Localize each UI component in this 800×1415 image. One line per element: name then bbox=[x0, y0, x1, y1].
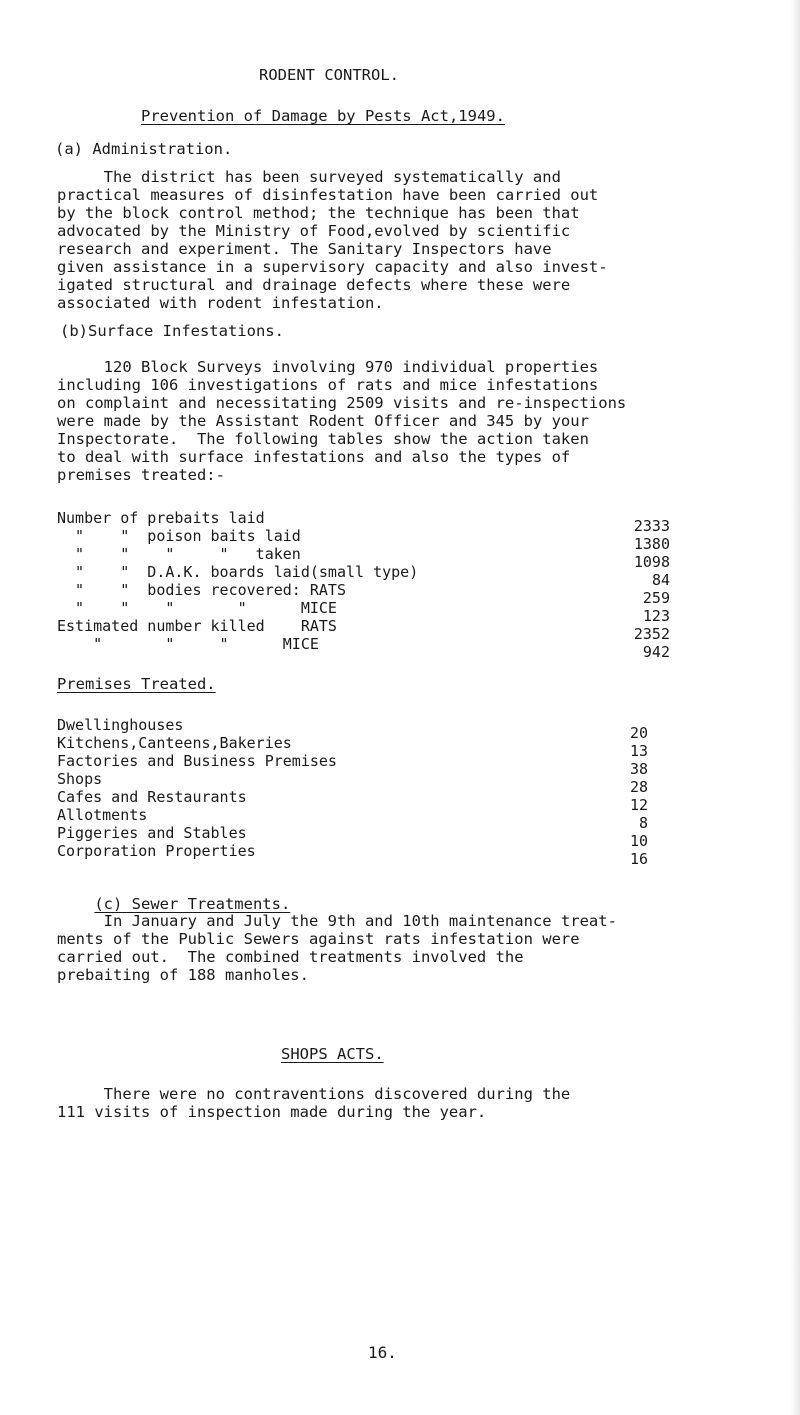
stats-value: 123 bbox=[642, 607, 670, 625]
stats-label: " " poison baits laid bbox=[57, 527, 301, 545]
page-number: 16. bbox=[368, 1343, 397, 1362]
stats-label: " " D.A.K. boards laid(small type) bbox=[57, 563, 419, 581]
paragraph-line: 111 visits of inspection made during the year. bbox=[57, 1103, 487, 1121]
paragraph-line: premises treated:- bbox=[57, 466, 225, 484]
paragraph-line: including 106 investigations of rats and mice infestations bbox=[57, 376, 599, 394]
paragraph-line: In January and July the 9th and 10th maintenance treat- bbox=[57, 912, 617, 930]
stats-label: " " " " taken bbox=[57, 545, 301, 563]
premises-label: Shops bbox=[57, 770, 103, 788]
premises-value: 13 bbox=[629, 742, 648, 760]
premises-value: 20 bbox=[629, 724, 648, 742]
act-heading: Prevention of Damage by Pests Act,1949. bbox=[141, 107, 505, 125]
stats-value: 84 bbox=[651, 571, 670, 589]
paragraph-line: to deal with surface infestations and also the types of bbox=[57, 448, 571, 466]
premises-label: Kitchens,Canteens,Bakeries bbox=[57, 734, 292, 752]
section-c-heading-text: (c) Sewer Treatments. bbox=[94, 895, 291, 913]
stats-value: 1098 bbox=[633, 553, 670, 571]
premises-label: Factories and Business Premises bbox=[57, 752, 337, 770]
paragraph-line: research and experiment. The Sanitary Inspectors have bbox=[57, 240, 552, 258]
paragraph-line: The district has been surveyed systematically and bbox=[57, 168, 561, 186]
premises-label: Corporation Properties bbox=[57, 842, 256, 860]
stats-label: Number of prebaits laid bbox=[57, 509, 265, 527]
stats-value: 259 bbox=[642, 589, 670, 607]
stats-value: 2333 bbox=[633, 517, 670, 535]
scan-edge-shadow bbox=[790, 0, 800, 1415]
paragraph-line: Inspectorate. The following tables show the action taken bbox=[57, 430, 589, 448]
paragraph-line: 120 Block Surveys involving 970 individual properties bbox=[57, 358, 599, 376]
premises-value: 28 bbox=[629, 778, 648, 796]
paragraph-line: carried out. The combined treatments involved the bbox=[57, 948, 524, 966]
paragraph-line: by the block control method; the technique has been that bbox=[57, 204, 580, 222]
paragraph-line: ments of the Public Sewers against rats infestation were bbox=[57, 930, 580, 948]
stats-value: 1380 bbox=[633, 535, 670, 553]
paragraph-line: There were no contraventions discovered during the bbox=[57, 1085, 571, 1103]
stats-value: 2352 bbox=[633, 625, 670, 643]
premises-value: 10 bbox=[629, 832, 648, 850]
section-a-heading-text: (a) Administration. bbox=[55, 140, 233, 158]
premises-value: 16 bbox=[629, 850, 648, 868]
paragraph-line: igated structural and drainage defects where these were bbox=[57, 276, 571, 294]
paragraph-line: practical measures of disinfestation have been carried out bbox=[57, 186, 599, 204]
premises-label: Piggeries and Stables bbox=[57, 824, 247, 842]
shops-acts-heading: SHOPS ACTS. bbox=[281, 1045, 384, 1063]
section-a-heading bbox=[55, 140, 232, 159]
premises-label: Cafes and Restaurants bbox=[57, 788, 247, 806]
paragraph-line: prebaiting of 188 manholes. bbox=[57, 966, 309, 984]
paragraph-line: were made by the Assistant Rodent Officer and 345 by your bbox=[57, 412, 589, 430]
stats-value: 942 bbox=[642, 643, 670, 661]
section-b-heading: (b)Surface Infestations. bbox=[60, 322, 284, 340]
paragraph-line: advocated by the Ministry of Food,evolved by scientific bbox=[57, 222, 571, 240]
paragraph-line: given assistance in a supervisory capacity and also invest- bbox=[57, 258, 608, 276]
stats-label: Estimated number killed RATS bbox=[57, 617, 337, 635]
premises-label: Allotments bbox=[57, 806, 148, 824]
premises-value: 8 bbox=[638, 814, 648, 832]
paragraph-line: associated with rodent infestation. bbox=[57, 294, 384, 312]
stats-label: " " bodies recovered: RATS bbox=[57, 581, 346, 599]
paragraph-line: on complaint and necessitating 2509 visits and re-inspections bbox=[57, 394, 627, 412]
premises-value: 12 bbox=[629, 796, 648, 814]
stats-label: " " " MICE bbox=[57, 635, 319, 653]
stats-label: " " " " MICE bbox=[57, 599, 337, 617]
premises-label: Dwellinghouses bbox=[57, 716, 184, 734]
premises-heading: Premises Treated. bbox=[57, 675, 216, 693]
premises-value: 38 bbox=[629, 760, 648, 778]
page-title: RODENT CONTROL. bbox=[259, 66, 399, 84]
